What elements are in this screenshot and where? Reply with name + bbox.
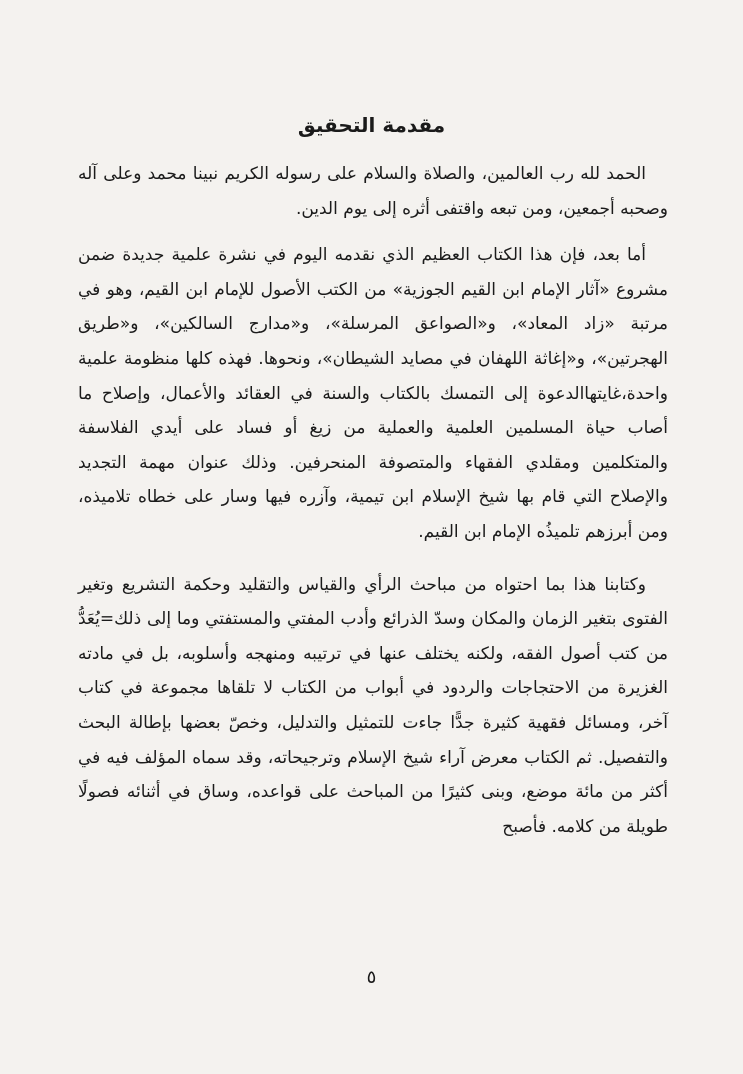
paragraph-opening-praise: الحمد لله رب العالمين، والصلاة والسلام على رسوله الكريم نبينا محمد وعلى آله وصحبه أجمعين، ومن تبعه واقتفى أثره إلى يوم الدين. — [78, 164, 668, 219]
page-title: مقدمة التحقيق — [297, 113, 446, 137]
paragraph-book-introduction: أما بعد، فإن هذا الكتاب العظيم الذي نقدمه اليوم في نشرة علمية جديدة ضمن مشروع «آثار الإمام ابن القيم الجوزية» من الكتب الأصول للإمام ابن القيم، وهو في مرتبة «زاد المعاد»، و«الصواعق المرسلة»، و«مدارج السالكين»، و«طريق الهجرتين»، و«إغاثة اللهفان في مصايد الشيطان»، ونحوها. فهذه كلها منظومة علمية واحدة،غايتهاالدعوة إلى التمسك بالكتاب والسنة في العقائد والأعمال، وإصلاح ما أصاب حياة المسلمين العلمية والعملية من زيغ أو فساد على أيدي الفلاسفة والمتكلمين ومقلدي الفقهاء والمتصوفة المنحرفين. وذلك عنوان مهمة التجديد والإصلاح التي قام بها شيخ الإسلام ابن تيمية، وآزره فيها وسار على خطاه تلاميذه، ومن أبرزهم تلميذُه الإمام ابن القيم. — [78, 245, 668, 542]
paragraph-book-content: وكتابنا هذا بما احتواه من مباحث الرأي والقياس والتقليد وحكمة التشريع وتغير الفتوى بتغير الزمان والمكان وسدّ الذرائع وأدب المفتي والمستفتي وما إلى ذلك=يُعَدُّ من كتب أصول الفقه، ولكنه يختلف عنها في ترتيبه ومنهجه وأسلوبه، بل في مادته الغزيرة من الاحتجاجات والردود في أبواب من الكتاب لا تلقاها مجموعة في كتاب آخر، ومسائل فقهية كثيرة جدًّا جاءت للتمثيل والتدليل، وخصّ بعضها بإطالة البحث والتفصيل. ثم الكتاب معرض آراء شيخ الإسلام وترجيحاته، وقد سماه المؤلف فيه في أكثر من مائة موضع، وبنى كثيرًا من المباحث على قواعده، وساق في أثنائه فصولًا طويلة من كلامه. فأصبح — [78, 574, 668, 837]
page-number: ٥ — [366, 967, 377, 988]
body-text — [78, 157, 668, 862]
